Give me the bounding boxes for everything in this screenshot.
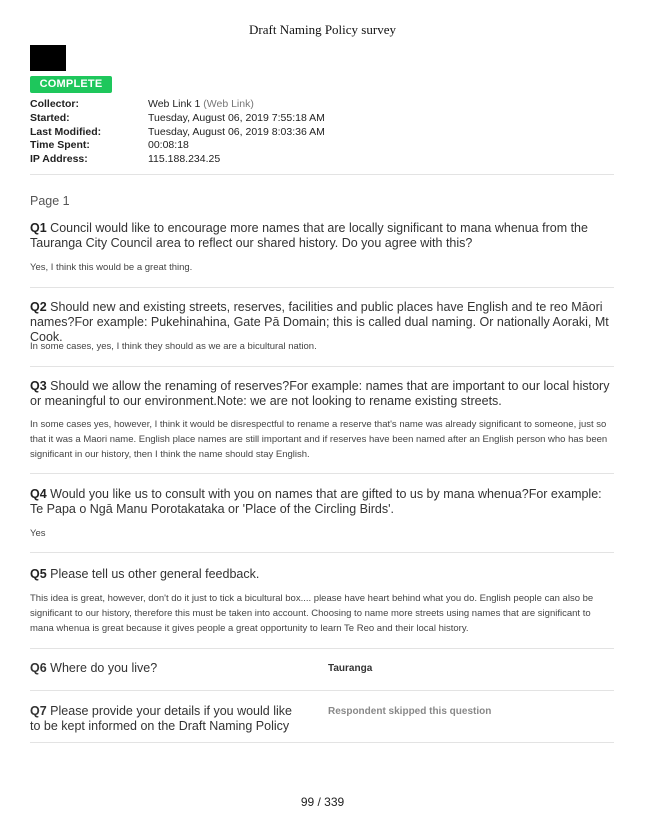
answer-q4: Yes	[30, 528, 46, 539]
answer-q6: Tauranga	[328, 663, 373, 674]
answer-q5: This idea is great, however, don't do it just to tick a bicultural box.... please have heart behind what you do. English people can also be significant to our history, therefore this must be taken into account. Choosing to name more streets using names that are significant to mana whenua is great because it gives people a great opportunity to learn Te Reo and their local history.	[30, 593, 594, 634]
meta-row-started	[30, 112, 325, 126]
question-q1: Q1 Council would like to encourage more names that are locally significant to mana whenua from the Tauranga City Council area to reflect our shared history. Do you agree with this?	[30, 221, 588, 250]
divider	[30, 287, 614, 288]
question-q6: Q6 Where do you live?	[30, 661, 158, 675]
question-q3: Q3 Should we allow the renaming of reserves?For example: names that are important to our local history or meaningful to our environment.Note: we are not looking to rename existing streets.	[30, 379, 610, 408]
question-q2: Q2 Should new and existing streets, reserves, facilities and public places have English and te reo Māori names?For example: Pukehinahina, Gate Pā Domain; this is called dual naming. Or nationally Aoraki, Mt Cook.	[30, 300, 609, 344]
divider	[30, 473, 614, 474]
status-badge: COMPLETE	[30, 76, 112, 93]
answer-q3: In some cases yes, however, I think it would be disrespectful to rename a reserve that's name was already significant to someone, just so that it was a Maori name. English place names are still important and if reserves have been named after an English person who has been significant in our history, then I think the name should stay English.	[30, 419, 608, 460]
divider	[30, 552, 614, 553]
respondent-metadata	[30, 98, 325, 167]
logo	[30, 45, 66, 71]
meta-label: Time Spent:	[30, 139, 90, 152]
answer-q1: Yes, I think this would be a great thing.	[30, 262, 193, 273]
answer-q2: In some cases, yes, I think they should as we are a bicultural nation.	[30, 341, 317, 352]
page-number: 99 / 339	[300, 795, 345, 809]
meta-label: IP Address:	[30, 153, 88, 166]
meta-label: Collector:	[30, 98, 80, 110]
meta-row-time-spent	[30, 139, 325, 153]
divider	[30, 366, 614, 367]
divider	[30, 174, 614, 175]
meta-value: 115.188.234.25	[148, 153, 221, 166]
meta-value: Tuesday, August 06, 2019 8:03:36 AM	[148, 125, 325, 138]
meta-value: Tuesday, August 06, 2019 7:55:18 AM	[148, 111, 325, 124]
question-q4: Q4 Would you like us to consult with you on names that are gifted to us by mana whenua?For example: Te Papa o Ngā Manu Porotakataka or 'Place of the Circling Birds'.	[30, 487, 602, 516]
meta-value: Web Link 1 (Web Link)	[148, 98, 254, 110]
meta-label: Last Modified:	[30, 125, 102, 138]
meta-row-last-modified	[30, 126, 325, 140]
answer-q7-skipped: Respondent skipped this question	[328, 706, 492, 717]
meta-value: 00:08:18	[148, 139, 189, 152]
meta-row-ip-address	[30, 153, 325, 167]
document-title: Draft Naming Policy survey	[249, 22, 396, 37]
meta-label: Started:	[30, 111, 70, 124]
page-label: Page 1	[30, 194, 70, 208]
question-q7: Q7 Please provide your details if you would like to be kept informed on the Draft Naming Policy	[30, 704, 292, 733]
divider	[30, 690, 614, 691]
divider	[30, 742, 614, 743]
meta-row-collector	[30, 98, 325, 112]
question-q5: Q5 Please tell us other general feedback.	[30, 567, 260, 581]
divider	[30, 648, 614, 649]
